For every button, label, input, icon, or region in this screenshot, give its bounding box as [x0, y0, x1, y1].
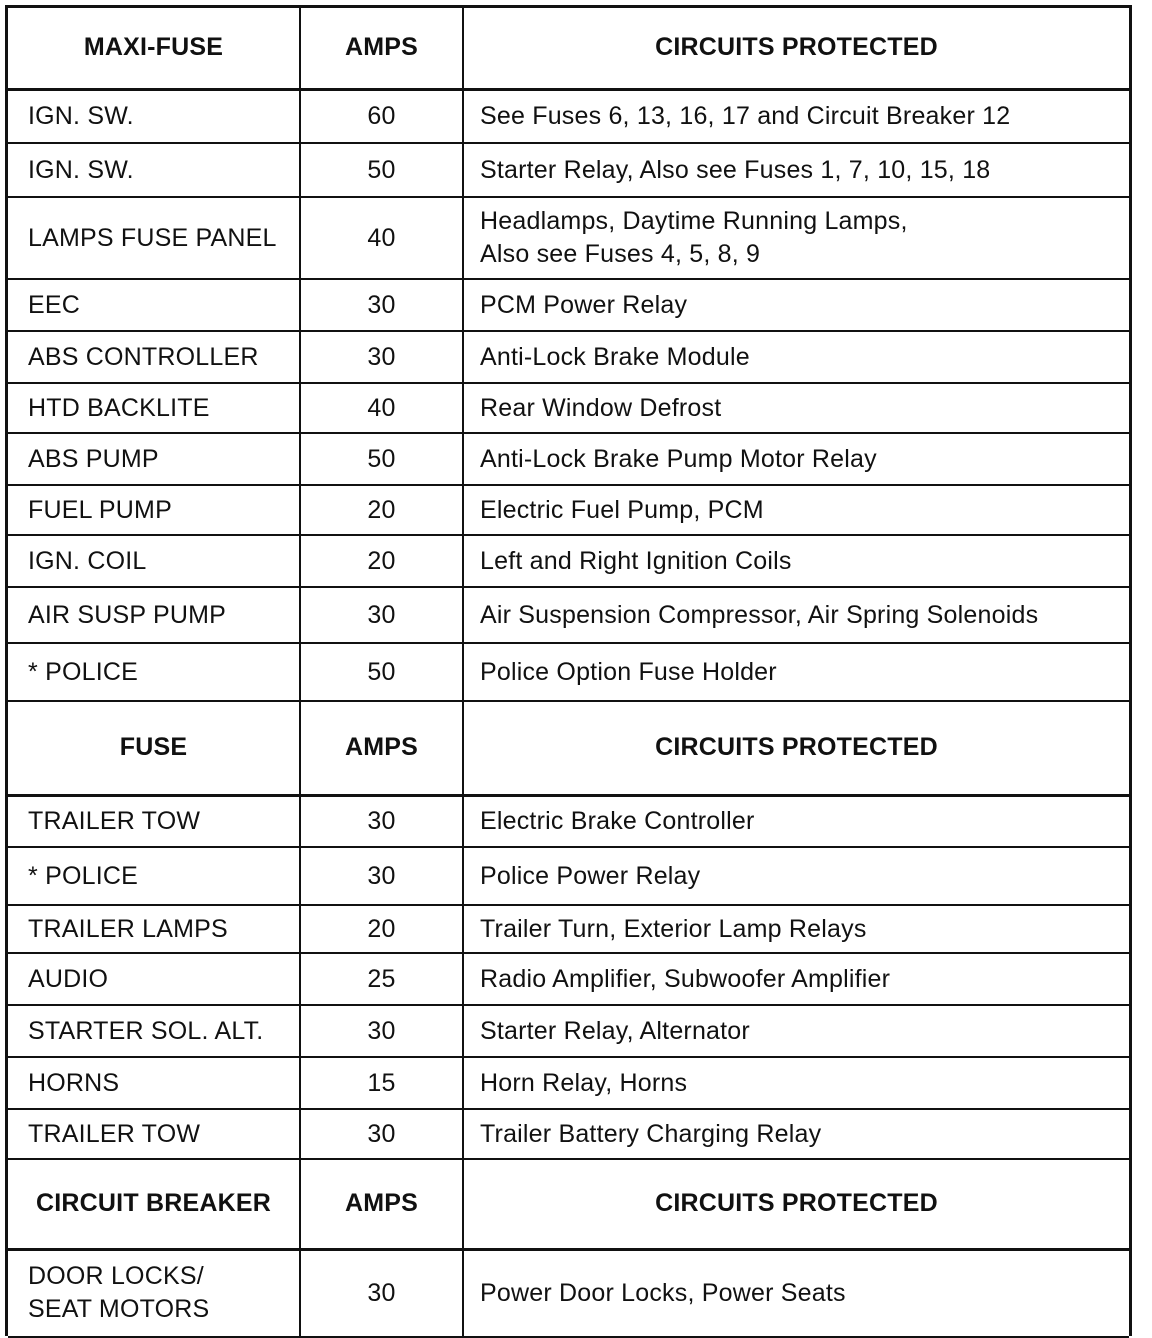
table-row: [8, 1057, 1129, 1109]
fuse-circuits: Trailer Battery Charging Relay: [463, 1109, 1129, 1159]
header-amps: AMPS: [300, 1159, 463, 1249]
header-circuits-protected: CIRCUITS PROTECTED: [463, 1159, 1129, 1249]
table-row: [8, 795, 1129, 847]
fuse-amps: 30: [300, 795, 463, 847]
header-circuit-breaker: CIRCUIT BREAKER: [8, 1159, 300, 1249]
fuse-amps: 50: [300, 643, 463, 701]
fuse-amps: 30: [300, 279, 463, 331]
fuse-name: IGN. SW.: [8, 143, 300, 197]
fuse-name: TRAILER LAMPS: [8, 905, 300, 953]
table-row: [8, 905, 1129, 953]
fuse-circuits: See Fuses 6, 13, 16, 17 and Circuit Breaker 12: [463, 89, 1129, 143]
header-circuits-protected: CIRCUITS PROTECTED: [463, 8, 1129, 89]
fuse-name: ABS CONTROLLER: [8, 331, 300, 383]
fuse-name: HTD BACKLITE: [8, 383, 300, 433]
table-row: [8, 953, 1129, 1005]
header-circuits-protected: CIRCUITS PROTECTED: [463, 701, 1129, 795]
fuse-table: [8, 8, 1129, 1338]
fuse-circuits: Starter Relay, Also see Fuses 1, 7, 10, 15, 18: [463, 143, 1129, 197]
fuse-amps: 30: [300, 847, 463, 905]
table-row: [8, 535, 1129, 587]
maxi-fuse-header-row: [8, 8, 1129, 89]
fuse-amps: 30: [300, 587, 463, 643]
fuse-name: EEC: [8, 279, 300, 331]
fuse-amps: 50: [300, 143, 463, 197]
fuse-name: IGN. COIL: [8, 535, 300, 587]
fuse-name: * POLICE: [8, 847, 300, 905]
fuse-name: * POLICE: [8, 643, 300, 701]
fuse-circuits: Horn Relay, Horns: [463, 1057, 1129, 1109]
fuse-name: AIR SUSP PUMP: [8, 587, 300, 643]
table-row: [8, 331, 1129, 383]
fuse-circuits: Starter Relay, Alternator: [463, 1005, 1129, 1057]
fuse-circuits-line: Headlamps, Daytime Running Lamps,: [480, 207, 908, 235]
fuse-amps: 15: [300, 1057, 463, 1109]
table-row: [8, 643, 1129, 701]
fuse-circuits: Anti-Lock Brake Pump Motor Relay: [463, 433, 1129, 485]
table-row: [8, 1005, 1129, 1057]
table-row: [8, 433, 1129, 485]
fuse-circuits: Radio Amplifier, Subwoofer Amplifier: [463, 953, 1129, 1005]
table-row: [8, 1249, 1129, 1337]
table-row: [8, 143, 1129, 197]
fuse-amps: 40: [300, 383, 463, 433]
circuit-breaker-header-row: [8, 1159, 1129, 1249]
fuse-name: HORNS: [8, 1057, 300, 1109]
table-row: [8, 89, 1129, 143]
fuse-circuits-line: Also see Fuses 4, 5, 8, 9: [480, 240, 761, 268]
fuse-amps: 20: [300, 535, 463, 587]
table-row: [8, 847, 1129, 905]
fuse-circuits: Electric Fuel Pump, PCM: [463, 485, 1129, 535]
fuse-amps: 20: [300, 905, 463, 953]
fuse-circuits: Electric Brake Controller: [463, 795, 1129, 847]
table-row: [8, 587, 1129, 643]
fuse-amps: 30: [300, 1005, 463, 1057]
table-row: [8, 485, 1129, 535]
breaker-name-line: SEAT MOTORS: [28, 1295, 210, 1324]
fuse-amps: 20: [300, 485, 463, 535]
breaker-name-line: DOOR LOCKS/: [28, 1262, 204, 1291]
fuse-circuits: Trailer Turn, Exterior Lamp Relays: [463, 905, 1129, 953]
fuse-circuits: Rear Window Defrost: [463, 383, 1129, 433]
fuse-circuits: Left and Right Ignition Coils: [463, 535, 1129, 587]
breaker-circuits: Power Door Locks, Power Seats: [463, 1249, 1129, 1337]
fuse-name: FUEL PUMP: [8, 485, 300, 535]
header-fuse: FUSE: [8, 701, 300, 795]
fuse-name: AUDIO: [8, 953, 300, 1005]
fuse-name: IGN. SW.: [8, 89, 300, 143]
fuse-circuits: Police Power Relay: [463, 847, 1129, 905]
fuse-name: TRAILER TOW: [8, 1109, 300, 1159]
fuse-circuits: PCM Power Relay: [463, 279, 1129, 331]
fuse-name: TRAILER TOW: [8, 795, 300, 847]
fuse-name: STARTER SOL. ALT.: [8, 1005, 300, 1057]
fuse-circuits: [463, 197, 1129, 279]
table-row: [8, 383, 1129, 433]
breaker-name: [8, 1249, 300, 1337]
fuse-amps: 25: [300, 953, 463, 1005]
fuse-circuits: Anti-Lock Brake Module: [463, 331, 1129, 383]
header-amps: AMPS: [300, 8, 463, 89]
header-amps: AMPS: [300, 701, 463, 795]
fuse-chart: [5, 5, 1132, 1336]
breaker-amps: 30: [300, 1249, 463, 1337]
fuse-amps: 40: [300, 197, 463, 279]
table-row: [8, 197, 1129, 279]
fuse-amps: 30: [300, 331, 463, 383]
fuse-amps: 30: [300, 1109, 463, 1159]
fuse-name: ABS PUMP: [8, 433, 300, 485]
fuse-amps: 50: [300, 433, 463, 485]
fuse-circuits: Air Suspension Compressor, Air Spring Solenoids: [463, 587, 1129, 643]
fuse-circuits: Police Option Fuse Holder: [463, 643, 1129, 701]
fuse-header-row: [8, 701, 1129, 795]
table-row: [8, 1109, 1129, 1159]
table-row: [8, 279, 1129, 331]
fuse-amps: 60: [300, 89, 463, 143]
header-maxi-fuse: MAXI-FUSE: [8, 8, 300, 89]
fuse-name: LAMPS FUSE PANEL: [8, 197, 300, 279]
